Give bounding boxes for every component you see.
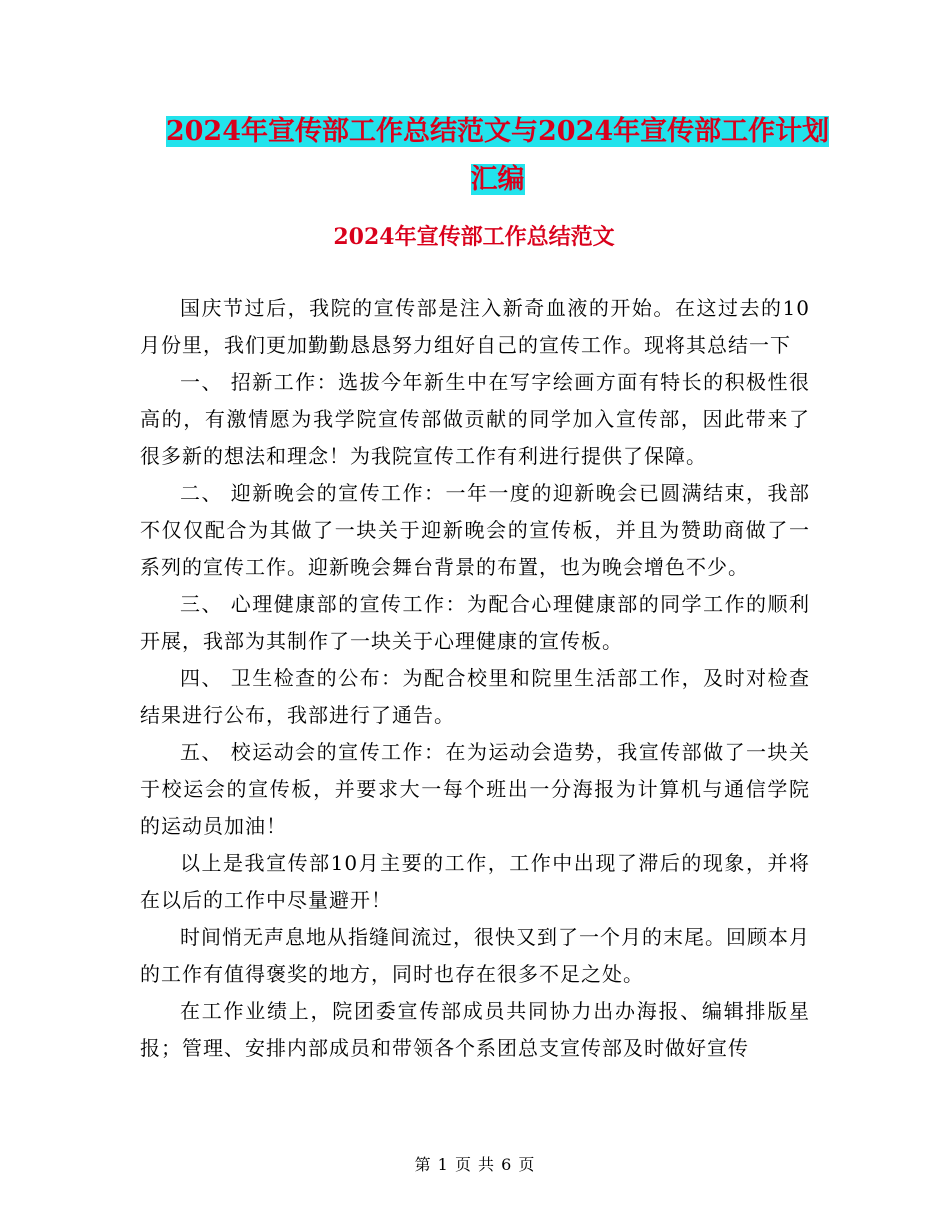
page-footer: 第 1 页 共 6 页 [414, 1155, 536, 1174]
paragraph: 时间悄无声息地从指缝间流过，很快又到了一个月的末尾。回顾本月的工作有值得褒奖的地方，同时也存在很多不足之处。 [140, 925, 810, 986]
title-line-2: 汇编 [470, 164, 525, 195]
paragraph: 以上是我宣传部10月主要的工作，工作中出现了滞后的现象，并将在以后的工作中尽量避开！ [140, 851, 810, 912]
document-body [140, 290, 810, 1067]
document-title [120, 108, 875, 204]
paragraph: 一、 招新工作：选拔今年新生中在写字绘画方面有特长的积极性很高的，有激情愿为我学院宣传部做贡献的同学加入宣传部，因此带来了很多新的想法和理念！为我院宣传工作有利进行提供了保障。 [140, 370, 810, 468]
paragraph: 国庆节过后，我院的宣传部是注入新奇血液的开始。在这过去的10月份里，我们更加勤勤恳恳努力组好自己的宣传工作。现将其总结一下 [140, 296, 810, 357]
paragraph: 二、 迎新晚会的宣传工作：一年一度的迎新晚会已圆满结束，我部不仅仅配合为其做了一块关于迎新晚会的宣传板，并且为赞助商做了一系列的宣传工作。迎新晚会舞台背景的布置，也为晚会增色不少。 [140, 481, 810, 579]
paragraph: 四、 卫生检查的公布：为配合校里和院里生活部工作，及时对检查结果进行公布，我部进行了通告。 [140, 666, 810, 727]
paragraph: 在工作业绩上，院团委宣传部成员共同协力出办海报、编辑排版星报；管理、安排内部成员和带领各个系团总支宣传部及时做好宣传 [140, 999, 810, 1060]
section-title: 2024年宣传部工作总结范文 [333, 224, 615, 250]
paragraph: 五、 校运动会的宣传工作：在为运动会造势，我宣传部做了一块关于校运会的宣传板，并要求大一每个班出一分海报为计算机与通信学院的运动员加油！ [140, 740, 810, 838]
title-line-1: 2024年宣传部工作总结范文与2024年宣传部工作计划 [165, 116, 830, 147]
paragraph: 三、 心理健康部的宣传工作：为配合心理健康部的同学工作的顺利开展，我部为其制作了一块关于心理健康的宣传板。 [140, 592, 810, 653]
